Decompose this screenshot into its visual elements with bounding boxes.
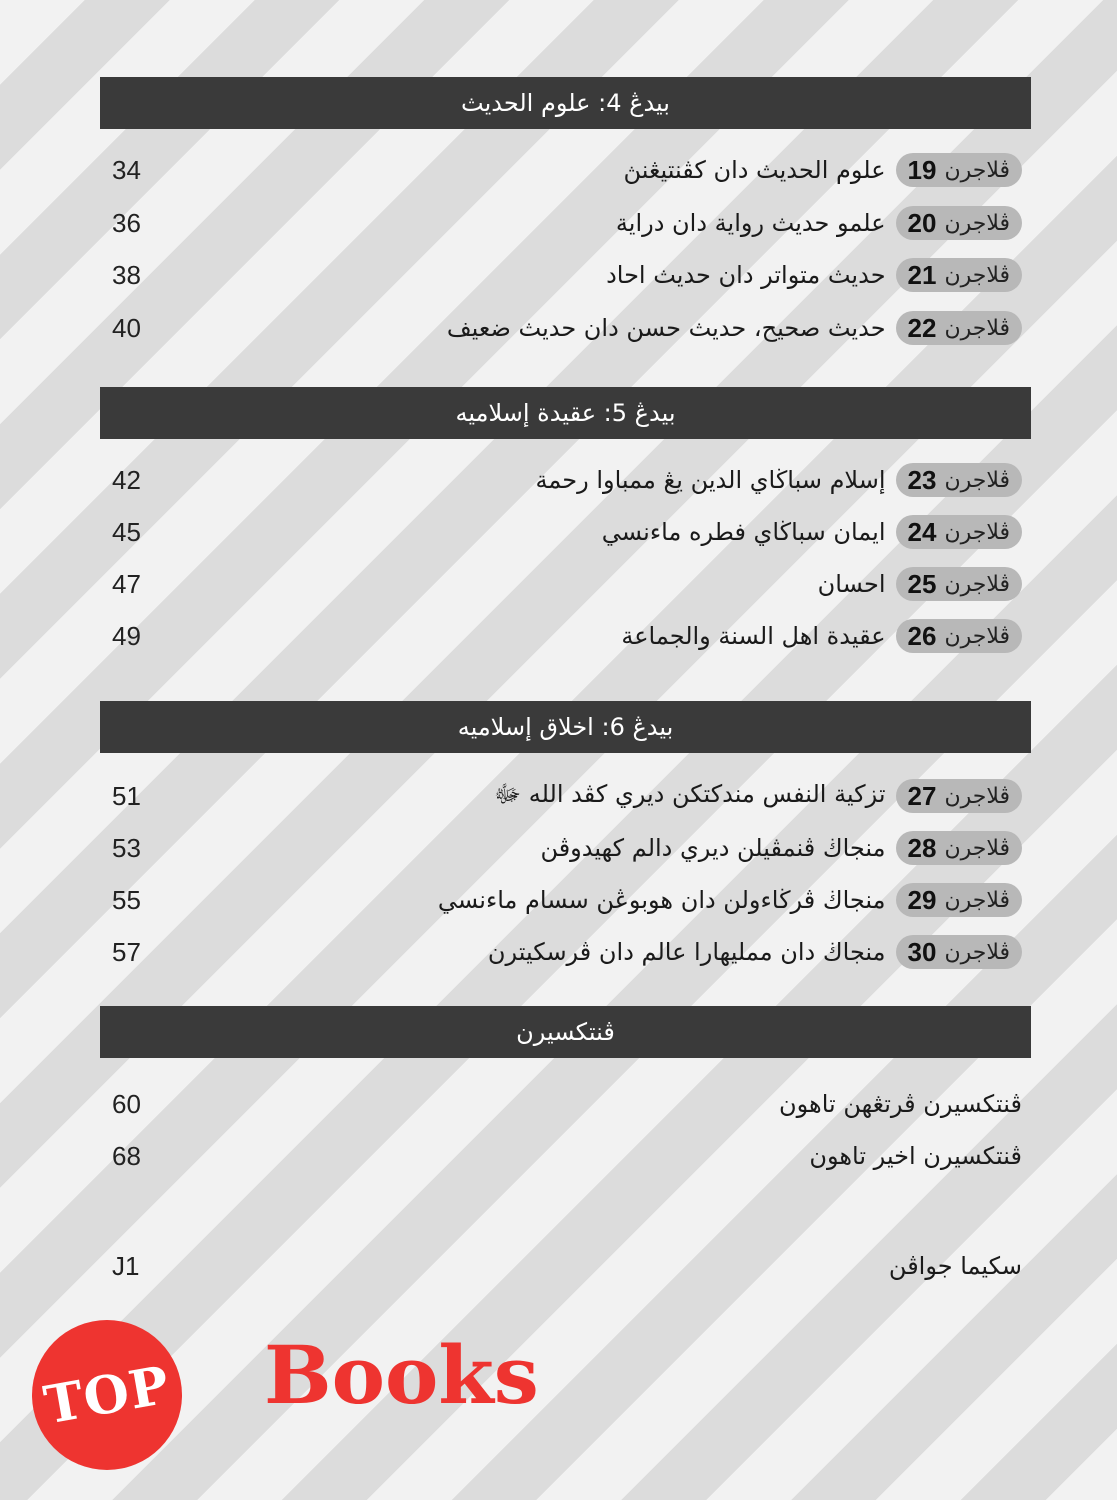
toc-row[interactable]	[112, 776, 1022, 816]
page-number: 38	[112, 259, 141, 290]
toc-row[interactable]	[112, 828, 1022, 868]
lesson-title: إسلام سباڬاي الدين يڠ ممباوا رحمة	[535, 466, 886, 494]
lesson-title: تزكية النفس مندكتكن ديري كڤد الله ﷻ	[494, 779, 886, 808]
lesson-number: 19	[907, 154, 937, 185]
lesson-word: ڤلاجرن	[944, 157, 1010, 183]
lesson-number: 30	[907, 936, 937, 967]
lesson-word: ڤلاجرن	[944, 315, 1010, 341]
section-header: بيدڠ 5: عقيدة إسلاميه	[100, 387, 1031, 439]
lesson-title: ايمان سباڬاي فطره ماءنسي	[601, 518, 886, 546]
lesson-title: حديث متواتر دان حديث احاد	[606, 261, 886, 289]
lesson-badge	[896, 831, 1022, 865]
lesson-word: ڤلاجرن	[944, 623, 1010, 649]
toc-entry	[540, 831, 1022, 865]
lesson-word: ڤلاجرن	[944, 835, 1010, 861]
section-header: بيدڠ 4: علوم الحديث	[100, 77, 1031, 129]
toc-row[interactable]	[112, 460, 1022, 500]
toc-row[interactable]	[112, 1136, 1022, 1176]
lesson-badge	[896, 883, 1022, 917]
lesson-title: منجاڬ دان ممليهارا عالم دان ڤرسكيترن	[487, 938, 886, 966]
toc-entry	[438, 883, 1022, 917]
lesson-badge	[896, 935, 1022, 969]
lesson-number: 21	[907, 259, 937, 290]
toc-entry	[488, 935, 1022, 969]
toc-entry	[621, 619, 1022, 653]
page-number: J1	[112, 1250, 140, 1281]
lesson-title: منجاڬ ڤرڬاءولن دان هوبوڠن سسام ماءنسي	[437, 886, 886, 914]
toc-row[interactable]	[112, 880, 1022, 920]
toc-entry	[602, 515, 1022, 549]
lesson-word: ڤلاجرن	[944, 571, 1010, 597]
page-number: 47	[112, 568, 141, 599]
toc-entry	[616, 206, 1022, 240]
logo-top-text: TOP	[39, 1354, 175, 1436]
lesson-word: ڤلاجرن	[944, 783, 1010, 809]
page-number: 55	[112, 884, 141, 915]
lesson-badge	[896, 206, 1022, 240]
lesson-number: 23	[907, 464, 937, 495]
lesson-number: 20	[907, 207, 937, 238]
lesson-word: ڤلاجرن	[944, 210, 1010, 236]
lesson-title: علوم الحديث دان كڤنتيڠنڽ	[623, 156, 886, 184]
topbooks-logo	[32, 1320, 539, 1460]
lesson-word: ڤلاجرن	[944, 262, 1010, 288]
lesson-number: 22	[907, 312, 937, 343]
assessment-title: ڤنتكسيرن ڤرتڠهن تاهون	[779, 1090, 1022, 1118]
lesson-number: 25	[907, 568, 937, 599]
lesson-badge	[896, 619, 1022, 653]
toc-row[interactable]	[112, 203, 1022, 243]
lesson-title: احسان	[817, 570, 886, 598]
toc-row[interactable]	[112, 564, 1022, 604]
answer-key-title: سكيما جواڤن	[888, 1252, 1022, 1280]
section-header: بيدڠ 6: اخلاق إسلاميه	[100, 701, 1031, 753]
logo-circle	[32, 1320, 182, 1470]
toc-row[interactable]	[112, 616, 1022, 656]
lesson-badge	[896, 311, 1022, 345]
page-number: 34	[112, 154, 141, 185]
lesson-number: 26	[907, 620, 937, 651]
lesson-word: ڤلاجرن	[944, 887, 1010, 913]
toc-row[interactable]	[112, 932, 1022, 972]
lesson-title: علمو حديث رواية دان دراية	[615, 209, 886, 237]
page-number: 68	[112, 1140, 141, 1171]
lesson-word: ڤلاجرن	[944, 939, 1010, 965]
lesson-badge	[896, 515, 1022, 549]
lesson-title: حديث صحيح، حديث حسن دان حديث ضعيف	[446, 314, 886, 342]
toc-row[interactable]	[112, 255, 1022, 295]
section-header: ڤنتكسيرن	[100, 1006, 1031, 1058]
page-number: 60	[112, 1088, 141, 1119]
toc-row[interactable]	[112, 1084, 1022, 1124]
page-number: 42	[112, 464, 141, 495]
lesson-word: ڤلاجرن	[944, 519, 1010, 545]
lesson-number: 24	[907, 516, 937, 547]
page-number: 53	[112, 832, 141, 863]
lesson-badge	[896, 258, 1022, 292]
toc-entry	[447, 311, 1022, 345]
logo-books-text: Books	[264, 1328, 539, 1422]
lesson-badge	[896, 463, 1022, 497]
lesson-badge	[896, 153, 1022, 187]
lesson-title: عقيدة اهل السنة والجماعة	[621, 622, 886, 650]
assessment-title: ڤنتكسيرن اخير تاهون	[809, 1142, 1022, 1170]
page-number: 51	[112, 780, 141, 811]
lesson-badge	[896, 779, 1022, 813]
page-number: 49	[112, 620, 141, 651]
lesson-number: 29	[907, 884, 937, 915]
page-number: 45	[112, 516, 141, 547]
lesson-number: 28	[907, 832, 937, 863]
toc-row[interactable]	[112, 150, 1022, 190]
lesson-word: ڤلاجرن	[944, 467, 1010, 493]
page-number: 57	[112, 936, 141, 967]
toc-row[interactable]	[112, 1246, 1022, 1286]
page-number: 36	[112, 207, 141, 238]
toc-entry	[623, 153, 1022, 187]
lesson-badge	[896, 567, 1022, 601]
toc-entry	[818, 567, 1022, 601]
toc-entry	[606, 258, 1022, 292]
page-number: 40	[112, 312, 141, 343]
lesson-title: منجاڬ ڤنمڤيلن ديري دالم كهيدوڤن	[540, 834, 886, 862]
toc-entry	[494, 779, 1022, 814]
toc-row[interactable]	[112, 308, 1022, 348]
lesson-number: 27	[907, 780, 937, 811]
toc-row[interactable]	[112, 512, 1022, 552]
toc-entry	[536, 463, 1022, 497]
